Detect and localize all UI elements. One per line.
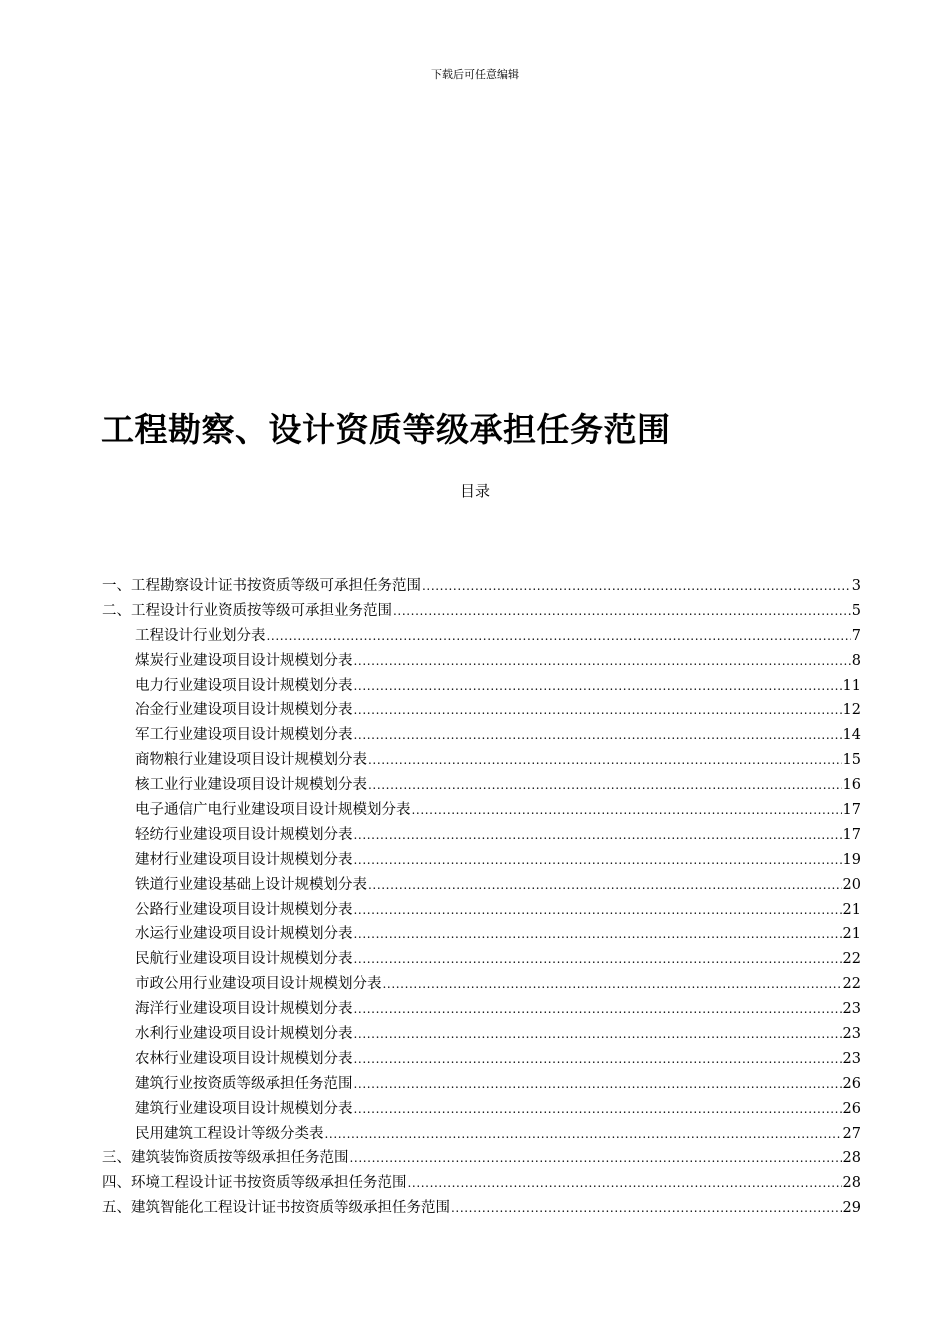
toc-entry[interactable] xyxy=(102,997,861,1022)
toc-entry-page-number: 8 xyxy=(851,652,861,669)
toc-entry-page-number: 22 xyxy=(842,951,861,968)
toc-entry-page-number: 19 xyxy=(842,851,861,868)
toc-dot-leader xyxy=(354,927,842,941)
toc-entry[interactable] xyxy=(102,1072,861,1097)
toc-entry[interactable] xyxy=(102,1146,861,1171)
toc-entry-label: 电力行业建设项目设计规模划分表 xyxy=(135,677,353,694)
toc-entry-page-number: 21 xyxy=(842,901,861,918)
toc-entry-page-number: 14 xyxy=(842,727,861,744)
toc-entry-label: 四、环境工程设计证书按资质等级承担任务范围 xyxy=(102,1175,407,1192)
toc-dot-leader xyxy=(354,828,842,842)
toc-entry-label: 建筑行业建设项目设计规模划分表 xyxy=(135,1100,353,1117)
toc-entry[interactable] xyxy=(102,574,861,599)
toc-dot-leader xyxy=(350,1151,842,1165)
toc-entry[interactable] xyxy=(102,947,861,972)
toc-entry-label: 轻纺行业建设项目设计规模划分表 xyxy=(135,826,353,843)
toc-entry[interactable] xyxy=(102,748,861,773)
toc-entry[interactable] xyxy=(102,1122,861,1147)
toc-entry-page-number: 22 xyxy=(842,976,861,993)
toc-dot-leader xyxy=(368,753,842,767)
toc-dot-leader xyxy=(354,903,842,917)
toc-entry-page-number: 7 xyxy=(851,627,861,644)
toc-dot-leader xyxy=(354,952,842,966)
toc-entry[interactable] xyxy=(102,674,861,699)
toc-entry-label: 商物粮行业建设项目设计规模划分表 xyxy=(135,752,367,769)
toc-dot-leader xyxy=(354,1002,842,1016)
toc-dot-leader xyxy=(354,1027,842,1041)
toc-dot-leader xyxy=(354,728,842,742)
toc-entry-page-number: 17 xyxy=(842,826,861,843)
toc-entry-page-number: 26 xyxy=(842,1075,861,1092)
toc-dot-leader xyxy=(368,778,842,792)
table-of-contents xyxy=(102,574,861,1221)
toc-dot-leader xyxy=(354,1102,842,1116)
toc-entry-page-number: 17 xyxy=(842,802,861,819)
toc-entry[interactable] xyxy=(102,1022,861,1047)
toc-dot-leader xyxy=(354,654,851,668)
toc-entry[interactable] xyxy=(102,649,861,674)
toc-entry[interactable] xyxy=(102,773,861,798)
toc-entry-label: 五、建筑智能化工程设计证书按资质等级承担任务范围 xyxy=(102,1200,450,1217)
toc-entry[interactable] xyxy=(102,624,861,649)
toc-entry-page-number: 11 xyxy=(842,677,861,694)
toc-dot-leader xyxy=(408,1176,842,1190)
toc-dot-leader xyxy=(354,703,842,717)
toc-entry-label: 三、建筑装饰资质按等级承担任务范围 xyxy=(102,1150,349,1167)
toc-entry[interactable] xyxy=(102,1047,861,1072)
toc-entry-label: 军工行业建设项目设计规模划分表 xyxy=(135,727,353,744)
toc-entry-label: 水运行业建设项目设计规模划分表 xyxy=(135,926,353,943)
toc-entry[interactable] xyxy=(102,1196,861,1221)
toc-entry[interactable] xyxy=(102,698,861,723)
toc-entry-page-number: 20 xyxy=(842,876,861,893)
toc-entry[interactable] xyxy=(102,972,861,997)
toc-dot-leader xyxy=(451,1201,842,1215)
toc-entry-label: 工程设计行业划分表 xyxy=(135,627,266,644)
header-note: 下载后可任意编辑 xyxy=(431,68,519,81)
toc-entry-label: 铁道行业建设基础上设计规模划分表 xyxy=(135,876,367,893)
toc-dot-leader xyxy=(393,604,851,618)
toc-entry[interactable] xyxy=(102,1171,861,1196)
toc-entry[interactable] xyxy=(102,848,861,873)
toc-dot-leader xyxy=(267,629,851,643)
toc-entry[interactable] xyxy=(102,798,861,823)
toc-entry[interactable] xyxy=(102,898,861,923)
toc-entry-page-number: 29 xyxy=(842,1200,861,1217)
toc-entry-page-number: 12 xyxy=(842,702,861,719)
toc-entry-page-number: 23 xyxy=(842,1026,861,1043)
toc-entry-label: 一、工程勘察设计证书按资质等级可承担任务范围 xyxy=(102,578,421,594)
document-title: 工程勘察、设计资质等级承担任务范围 xyxy=(101,410,671,449)
toc-heading: 目录 xyxy=(459,482,490,500)
toc-entry-page-number: 27 xyxy=(842,1125,861,1142)
toc-dot-leader xyxy=(354,853,842,867)
toc-entry-page-number: 15 xyxy=(842,752,861,769)
toc-entry-label: 建筑行业按资质等级承担任务范围 xyxy=(135,1075,353,1092)
toc-dot-leader xyxy=(368,878,842,892)
toc-entry-page-number: 26 xyxy=(842,1100,861,1117)
toc-entry[interactable] xyxy=(102,873,861,898)
toc-dot-leader xyxy=(354,679,842,693)
toc-entry[interactable] xyxy=(102,723,861,748)
toc-dot-leader xyxy=(383,977,842,991)
toc-entry-label: 海洋行业建设项目设计规模划分表 xyxy=(135,1001,353,1018)
toc-entry-label: 核工业行业建设项目设计规模划分表 xyxy=(135,777,367,794)
toc-entry-label: 市政公用行业建设项目设计规模划分表 xyxy=(135,976,382,993)
toc-entry-label: 民用建筑工程设计等级分类表 xyxy=(135,1125,324,1142)
toc-entry-page-number: 23 xyxy=(842,1050,861,1067)
toc-entry-label: 建材行业建设项目设计规模划分表 xyxy=(135,851,353,868)
toc-entry-page-number: 28 xyxy=(842,1175,861,1192)
toc-entry-label: 电子通信广电行业建设项目设计规模划分表 xyxy=(135,802,411,819)
toc-entry-label: 民航行业建设项目设计规模划分表 xyxy=(135,951,353,968)
toc-entry-label: 冶金行业建设项目设计规模划分表 xyxy=(135,702,353,719)
toc-entry-page-number: 5 xyxy=(851,602,861,619)
toc-entry-page-number: 3 xyxy=(851,578,861,594)
toc-entry[interactable] xyxy=(102,599,861,624)
toc-dot-leader xyxy=(422,579,851,593)
toc-entry-page-number: 16 xyxy=(842,777,861,794)
toc-entry-label: 煤炭行业建设项目设计规模划分表 xyxy=(135,652,353,669)
toc-dot-leader xyxy=(412,803,842,817)
toc-dot-leader xyxy=(354,1077,842,1091)
toc-entry-label: 公路行业建设项目设计规模划分表 xyxy=(135,901,353,918)
toc-entry[interactable] xyxy=(102,823,861,848)
toc-dot-leader xyxy=(325,1127,842,1141)
toc-entry-label: 农林行业建设项目设计规模划分表 xyxy=(135,1050,353,1067)
toc-entry[interactable] xyxy=(102,922,861,947)
toc-entry-label: 水利行业建设项目设计规模划分表 xyxy=(135,1026,353,1043)
toc-entry-page-number: 28 xyxy=(842,1150,861,1167)
toc-dot-leader xyxy=(354,1052,842,1066)
toc-entry-page-number: 21 xyxy=(842,926,861,943)
toc-entry[interactable] xyxy=(102,1097,861,1122)
toc-entry-page-number: 23 xyxy=(842,1001,861,1018)
toc-entry-label: 二、工程设计行业资质按等级可承担业务范围 xyxy=(102,602,392,619)
